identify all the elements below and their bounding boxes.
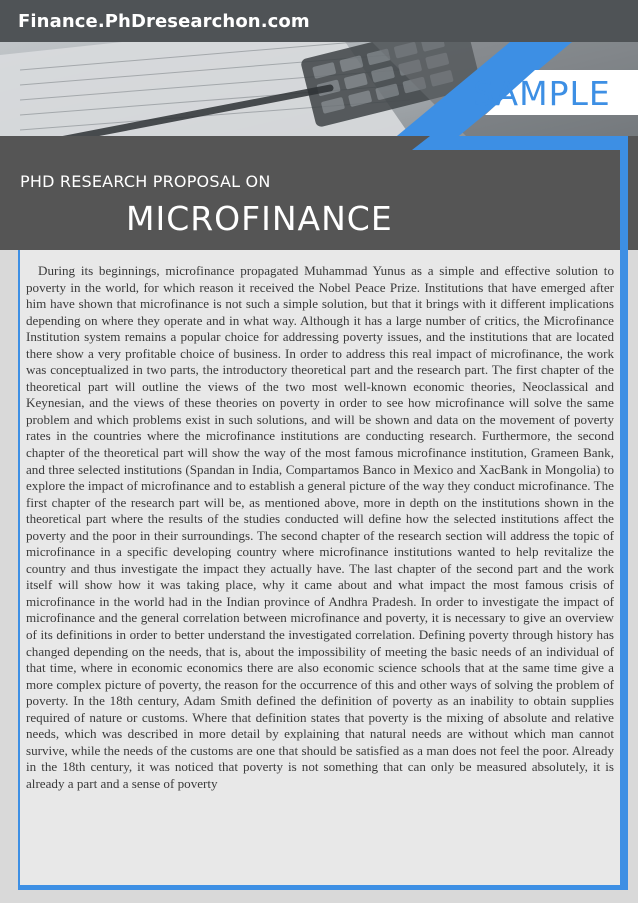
right-accent-border <box>620 136 628 889</box>
header-banner <box>0 0 638 250</box>
article-body: During its beginnings, microfinance propagated Muhammad Yunus as a simple and effective solution to poverty in the world, for which reason it received the Nobel Peace Prize. Institutions that have emerged after him have shown that microfinance is not such a simple solution, but that it brings with it different implications depending on where they operate and in what way. Although it has a large number of critics, the Microfinance Institution system remains a popular choice for addressing poverty issues, and the institutions that are located there show a very profitable choice of business. In order to address this real impact of microfinance, the work was conceptualized in two parts, the introductory theoretical part and the research part. The first chapter of the theoretical part will outline the views of the two most well-known economic theories, Neoclassical and Keynesian, and the views of these theories on poverty in order to see how microfinance will solve the same problem and which problems exist in such solutions, and will be shown and data on the movement of poverty rates in the countries where the microfinance institutions are conducting research. Furthermore, the second chapter of the theoretical part will show the way of the most famous microfinance institution, Grameen Bank, and three selected institutions (Spandan in India, Compartamos Banco in Mexico and XacBank in Mongolia) to explore the impact of microfinance and to establish a general picture of the way they conduct microfinance. The first chapter of the research part will be, as mentioned above, more in depth on the institutions shown in the theoretical part where the results of the studies conducted will define how the selected institutions affect the poverty and the poor in their surroundings. The second chapter of the research section will address the topic of microfinance in a specific developing country where microfinance institutions wanted to help revitalize the country and thus investigate the impact they actually have. The last chapter of the second part and the work itself will show how it was taking place, why it came about and what impact the most famous crisis of microfinance in the world had in the Indian province of Andhra Pradesh. In order to investigate the impact of microfinance and the general correlation between microfinance and poverty, it is necessary to give an overview of its definitions in order to better understand the investigated correlation. Defining poverty through history has changed depending on the needs, that is, about the impossibility of meeting the basic needs of an individual of that time, where in economic economics there are also economic science schools that at the same time give a more complex picture of poverty, the reason for the occurrence of this and other ways of solving the problem of poverty. In the 18th century, Adam Smith defined the definition of poverty as an inability to obtain supplies required of nature or customs. Where that definition states that poverty is the mixing of absolute and relative needs, which was described in more detail by explaining that natural needs are without which man cannot survive, while the needs of the customs are one that should be satisfied as a man does not feel the poor. Already in the 18th century, it was noticed that poverty is not something that can only be measured absolutely, it is already a part and a sense of poverty <box>26 263 614 791</box>
document-title: MICROFINANCE <box>126 199 393 238</box>
document-subtitle: PHD RESEARCH PROPOSAL ON <box>20 172 271 191</box>
left-accent-border <box>18 250 20 888</box>
bottom-accent-border <box>18 885 628 890</box>
sample-label: SAMPLE <box>473 74 611 113</box>
site-name: Finance.PhDresearchon.com <box>18 11 310 32</box>
